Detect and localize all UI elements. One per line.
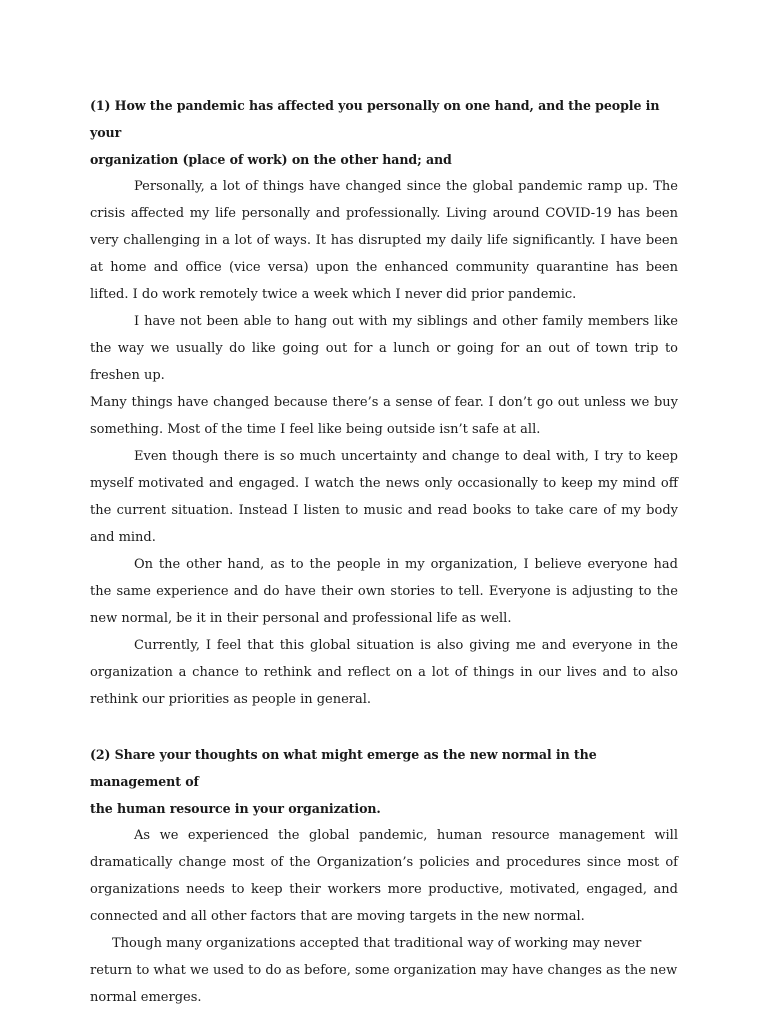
section-gap xyxy=(90,713,678,741)
q1-paragraph-6: Currently, I feel that this global situation is also giving me and everyone in the organization a chance to rethink and reflect on a lot of things in our lives and to also rethink our priorities as people in general. xyxy=(90,638,678,707)
q2-paragraph-1: As we experienced the global pandemic, human resource management will dramatically change most of the Organization’s policies and procedures since most of organizations needs to keep their workers more productive, motivated, engaged, and connected and all other factors that are moving targets in the new normal. xyxy=(90,828,678,924)
q1-paragraph-1: Personally, a lot of things have changed since the global pandemic ramp up. The crisis affected my life personally and professionally. Living around COVID-19 has been very challenging in a lot of ways. It has disrupted my daily life significantly. I have been at home and office (vice versa) upon the enhanced community quarantine has been lifted. I do work remotely twice a week which I never did prior pandemic. xyxy=(90,179,678,302)
q1-paragraph-4: Even though there is so much uncertainty and change to deal with, I try to keep myself motivated and engaged. I watch the news only occasionally to keep my mind off the current situation. Instead I listen to music and read books to take care of my body and mind. xyxy=(90,449,678,545)
document-page xyxy=(90,92,678,1011)
question-2-heading-line-1: (2) Share your thoughts on what might emerge as the new normal in the management of xyxy=(90,747,597,789)
q1-paragraph-3: Many things have changed because there’s a sense of fear. I don’t go out unless we buy something. Most of the time I feel like being outside isn’t safe at all. xyxy=(90,395,678,437)
question-1-heading-line-2: organization (place of work) on the other hand; and xyxy=(90,152,452,167)
question-2-heading-line-2: the human resource in your organization. xyxy=(90,801,381,816)
question-1-heading xyxy=(90,92,678,173)
q1-paragraph-2: I have not been able to hang out with my siblings and other family members like the way we usually do like going out for a lunch or going for an out of town trip to freshen up. xyxy=(90,314,678,383)
q2-paragraph-2: Though many organizations accepted that traditional way of working may never return to what we used to do as before, some organization may have changes as the new normal emerges. xyxy=(90,936,678,1005)
q1-paragraph-5: On the other hand, as to the people in my organization, I believe everyone had the same experience and do have their own stories to tell. Everyone is adjusting to the new normal, be it in their personal and professional life as well. xyxy=(90,557,678,626)
question-2-heading xyxy=(90,741,678,822)
question-1-heading-line-1: (1) How the pandemic has affected you personally on one hand, and the people in your xyxy=(90,98,660,140)
